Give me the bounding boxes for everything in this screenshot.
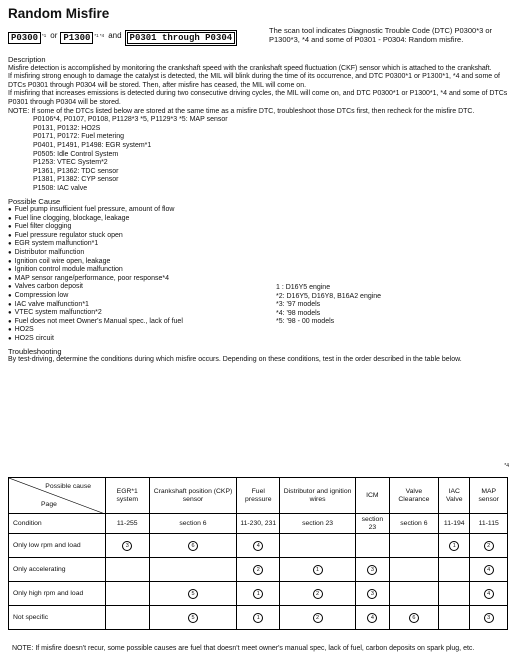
priority-cell — [237, 534, 280, 558]
related-dtc-item: P0401, P1491, P1498: EGR system*1 — [33, 141, 152, 149]
table-row — [9, 606, 508, 630]
cause-item: ● Fuel filter clogging — [8, 223, 273, 232]
related-dtc-item: P0106*4, P0107, P0108, P1128*3 *5, P1129*3 *5: MAP sensor — [33, 116, 228, 124]
description-note: NOTE: If some of the DTCs listed below are stored at the same time as a misfire DTC, troubleshoot those DTCs first, then recheck for the misfire DTC. — [8, 107, 475, 115]
priority-number: 2 — [484, 541, 494, 551]
column-header: MAP sensor — [470, 478, 508, 514]
priority-number: 4 — [484, 589, 494, 599]
column-header: Distributor and ignition wires — [280, 478, 356, 514]
column-header: IAC Valve — [439, 478, 470, 514]
related-dtc-item: P1381, P1382: CYP sensor — [33, 176, 119, 184]
footnote-item: *2: D16Y5, D16Y8, B16A2 engine — [276, 292, 382, 300]
priority-cell — [389, 606, 439, 630]
dtc-codes — [8, 26, 235, 44]
description-heading: Description — [8, 55, 46, 64]
priority-cell — [356, 558, 390, 582]
cause-item: ● EGR system malfunction*1 — [8, 240, 273, 249]
priority-cell — [439, 582, 470, 606]
troubleshooting-text: By test-driving, determine the conditions during which misfire occurs. Depending on these conditions, test in the order described in the table below. — [8, 356, 462, 364]
priority-cell — [149, 534, 237, 558]
related-dtc-item: P0171, P0172: Fuel metering — [33, 133, 125, 141]
dtc-intro-text: The scan tool indicates Diagnostic Trouble Code (DTC) P0300*3 or P1300*3, *4 and some of P0301 - P0304: Random misfire. — [269, 26, 493, 44]
troubleshooting-heading: Troubleshooting — [8, 346, 62, 356]
related-dtc-item: P0131, P0132: HO2S — [33, 124, 101, 132]
priority-cell — [280, 606, 356, 630]
condition-row-label: Not specific — [9, 606, 106, 630]
priority-cell — [389, 558, 439, 582]
priority-number: 3 — [484, 613, 494, 623]
cause-item: ● Distributor malfunction — [8, 249, 273, 258]
priority-cell — [106, 534, 150, 558]
priority-number: 1 — [253, 589, 263, 599]
dtc-code-range: P0301 through P0304 — [127, 32, 236, 44]
page-ref: section 6 — [149, 514, 237, 534]
priority-cell — [470, 606, 508, 630]
cause-item: ● MAP sensor range/performance, poor response*4 — [8, 275, 273, 284]
dtc-sup-2: *1 *4 — [94, 33, 105, 38]
priority-number: 6 — [188, 541, 198, 551]
cause-item: ● Fuel does not meet Owner's Manual spec., lack of fuel — [8, 318, 273, 327]
priority-cell — [237, 582, 280, 606]
footnote-legend — [276, 284, 381, 344]
cause-item: ● Valves carbon deposit — [8, 283, 273, 292]
column-header: Crankshaft position (CKP) sensor — [149, 478, 237, 514]
priority-number: 2 — [253, 565, 263, 575]
page-title: Random Misfire — [8, 6, 110, 21]
priority-cell — [470, 582, 508, 606]
priority-number: 5 — [188, 613, 198, 623]
page-ref: section 23 — [356, 514, 390, 534]
priority-number: 6 — [409, 613, 419, 623]
priority-cell — [389, 534, 439, 558]
dtc-code-p0300: P0300 — [8, 32, 41, 44]
description-paragraph: If misfiring strong enough to damage the catalyst is detected, the MIL will blink during the time of its occurrence, and DTC P0300*1 or P1300*1, *4 and some of DTCs P0301 through P0304 will be stored. Then, after misfire has ceased, the MIL will come on. — [8, 73, 500, 89]
priority-cell — [237, 606, 280, 630]
footnote-item: 1 : D16Y5 engine — [276, 284, 331, 292]
page-ref: section 6 — [389, 514, 439, 534]
document-page — [8, 6, 514, 365]
related-dtc-item: P1508: IAC valve — [33, 184, 88, 192]
column-header: Fuel pressure — [237, 478, 280, 514]
condition-row-label: Only low rpm and load — [9, 534, 106, 558]
priority-cell — [439, 534, 470, 558]
priority-number: 1 — [253, 613, 263, 623]
priority-number: 4 — [253, 541, 263, 551]
header-page: Page — [41, 501, 57, 508]
priority-number: 2 — [313, 589, 323, 599]
related-dtc-list — [33, 116, 514, 193]
related-dtc-item: P0505: Idle Control System — [33, 150, 119, 158]
priority-cell — [149, 606, 237, 630]
priority-number: 4 — [367, 613, 377, 623]
possible-cause-list — [8, 206, 273, 344]
table-corner-cell — [9, 478, 106, 514]
priority-cell — [237, 558, 280, 582]
column-header: ICM — [356, 478, 390, 514]
description-paragraph: If misfiring that increases emissions is detected during two consecutive driving cycles, the MIL will come on, and DTC P0300*1 or P1300*1, *4 and some of DTCs P0301 through P0304 will be stored. — [8, 90, 508, 106]
priority-cell — [106, 606, 150, 630]
footnote-item: *3: '97 models — [276, 301, 321, 309]
cause-item: ● HO2S — [8, 326, 273, 335]
priority-cell — [149, 582, 237, 606]
condition-label: Condition — [9, 514, 106, 534]
description-paragraph: Misfire detection is accomplished by monitoring the crankshaft speed with the crankshaft speed fluctuation (CKF) sensor which is attached to the crankshaft. — [8, 64, 492, 72]
dtc-joiner-and: and — [108, 31, 122, 40]
priority-cell — [106, 558, 150, 582]
priority-cell — [439, 606, 470, 630]
cause-item: ● Fuel line clogging, blockage, leakage — [8, 215, 273, 224]
header-possible-cause: Possible cause — [45, 483, 91, 490]
page-ref: 11-194 — [439, 514, 470, 534]
cause-item: ● Ignition control module malfunction — [8, 266, 273, 275]
condition-row-label: Only high rpm and load — [9, 582, 106, 606]
dtc-code-p1300: P1300 — [60, 32, 93, 44]
table-footnote: NOTE: If misfire doesn't recur, some possible causes are fuel that doesn't meet owner's manual spec, lack of fuel, carbon deposits on spark plug, etc. — [12, 645, 475, 652]
cause-item: ● HO2S circuit — [8, 335, 273, 344]
priority-cell — [149, 558, 237, 582]
priority-cell — [389, 582, 439, 606]
priority-number: 3 — [122, 541, 132, 551]
troubleshooting-section — [8, 348, 514, 365]
priority-number: 1 — [313, 565, 323, 575]
possible-cause-heading: Possible Cause — [8, 196, 61, 206]
cause-item: ● Fuel pump insufficient fuel pressure, amount of flow — [8, 206, 273, 215]
cause-item: ● Ignition coil wire open, leakage — [8, 258, 273, 267]
cause-item: ● VTEC system malfunction*2 — [8, 309, 273, 318]
priority-cell — [356, 606, 390, 630]
priority-cell — [280, 534, 356, 558]
page-ref: 11-255 — [106, 514, 150, 534]
page-ref: section 23 — [280, 514, 356, 534]
dtc-joiner-or: or — [50, 31, 58, 40]
priority-number: 5 — [188, 589, 198, 599]
priority-cell — [470, 534, 508, 558]
cause-item: ● IAC valve malfunction*1 — [8, 301, 273, 310]
possible-cause-section — [8, 198, 514, 344]
table-page-row — [9, 514, 508, 534]
priority-number: 2 — [313, 613, 323, 623]
description-section — [8, 56, 514, 194]
dtc-header — [8, 26, 514, 52]
priority-cell — [356, 534, 390, 558]
dtc-sup-1: *1 — [42, 33, 47, 38]
column-header: EGR*1 system — [106, 478, 150, 514]
footnote-item: *4: '98 models — [276, 309, 321, 317]
priority-number: 1 — [449, 541, 459, 551]
page-ref: 11-115 — [470, 514, 508, 534]
table-header-row — [9, 478, 508, 514]
priority-cell — [280, 558, 356, 582]
table-row — [9, 558, 508, 582]
related-dtc-item: P1253: VTEC System*2 — [33, 159, 108, 167]
page-ref: 11-230, 231 — [237, 514, 280, 534]
footnote-item: *5: '98 - 00 models — [276, 318, 335, 326]
column-header: Valve Clearance — [389, 478, 439, 514]
priority-cell — [280, 582, 356, 606]
priority-cell — [439, 558, 470, 582]
priority-cell — [356, 582, 390, 606]
corner-mark: *4 — [504, 463, 509, 469]
priority-number: 4 — [484, 565, 494, 575]
priority-number: 3 — [367, 565, 377, 575]
priority-cell — [106, 582, 150, 606]
cause-item: ● Fuel pressure regulator stuck open — [8, 232, 273, 241]
troubleshooting-table — [8, 477, 508, 630]
priority-number: 3 — [367, 589, 377, 599]
table-row — [9, 582, 508, 606]
table-row — [9, 534, 508, 558]
condition-row-label: Only accelerating — [9, 558, 106, 582]
priority-cell — [470, 558, 508, 582]
cause-item: ● Compression low — [8, 292, 273, 301]
related-dtc-item: P1361, P1362: TDC sensor — [33, 167, 119, 175]
